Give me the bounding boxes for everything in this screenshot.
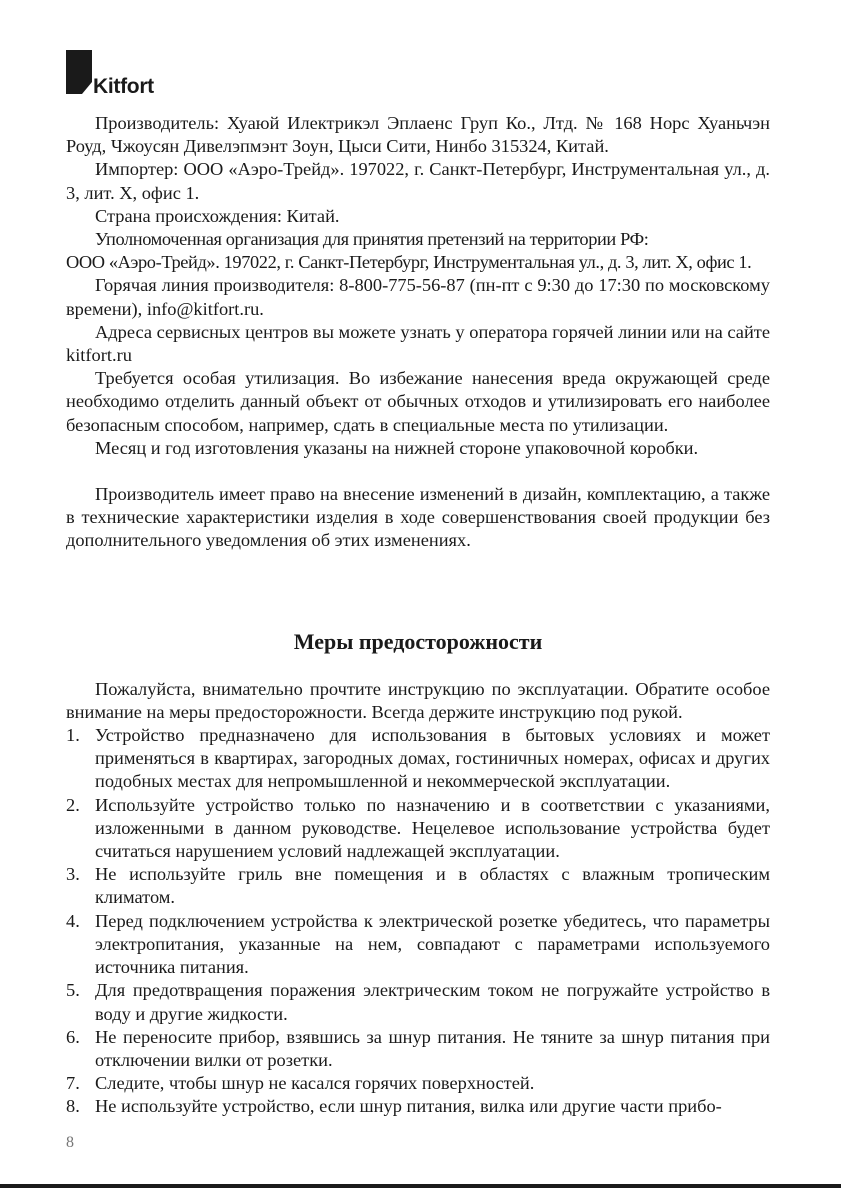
list-item [66, 1072, 770, 1095]
list-item-number: 1. [66, 725, 80, 746]
claims-org-paragraph: ООО «Аэро-Трейд». 197022, г. Санкт-Петербург, Инструментальная ул., д. 3, лит. Х, офис 1. [66, 252, 752, 273]
list-item [66, 863, 770, 909]
list-item-number: 2. [66, 794, 80, 815]
list-item-text: Используйте устройство только по назначению и в соответствии с указаниями, изложенными в данном руководстве. Нецелевое использование устройства будет считаться нарушением условий надлежащей эксплуатации. [95, 794, 770, 862]
manufacture-date-paragraph: Месяц и год изготовления указаны на нижней стороне упаковочной коробки. [95, 437, 699, 458]
list-item-number: 6. [66, 1026, 80, 1047]
page-number: 8 [66, 1134, 74, 1151]
list-item [66, 1026, 770, 1072]
hotline-paragraph: Горячая линия производителя: 8-800-775-56-87 (пн-пт с 9:30 до 17:30 по московскому времени), info@kitfort.ru. [66, 275, 770, 319]
list-item-number: 4. [66, 910, 80, 931]
disposal-paragraph: Требуется особая утилизация. Во избежание нанесения вреда окружающей среде необходимо отделить данный объект от обычных отходов и утилизировать его наиболее безопасным способом, например, сдать в специальные места по утилизации. [66, 368, 770, 435]
kitfort-logo-icon [66, 50, 92, 94]
bottom-rule [0, 1184, 841, 1188]
importer-paragraph: Импортер: ООО «Аэро-Трейд». 197022, г. Санкт-Петербург, Инструментальная ул., д. 3, лит. Х, офис 1. [66, 159, 770, 203]
list-item-number: 5. [66, 980, 80, 1001]
list-item-number: 7. [66, 1073, 80, 1094]
list-item-text: Не переносите прибор, взявшись за шнур питания. Не тяните за шнур питания при отключении вилки от розетки. [95, 1026, 770, 1070]
manufacturer-paragraph: Производитель: Хуаюй Илектрикэл Эплаенс Груп Ко., Лтд. № 168 Норс Хуаньчэн Роуд, Чжоусян Дивелэпмэнт Зоун, Цыси Сити, Нинбо 315324, Китай. [66, 113, 770, 157]
list-item-text: Перед подключением устройства к электрической розетке убедитесь, что параметры электропитания, указанные на нем, совпадают с параметрами используемого источника питания. [95, 910, 770, 978]
list-item [66, 724, 770, 794]
kitfort-logo [66, 50, 196, 100]
section-title: Меры предосторожности [293, 628, 543, 654]
safety-intro-paragraph: Пожалуйста, внимательно прочтите инструкцию по эксплуатации. Обратите особое внимание на меры предосторожности. Всегда держите инструкцию под рукой. [66, 678, 770, 722]
list-item-text: Для предотвращения поражения электрическим током не погружайте устройство в воду и другие жидкости. [95, 980, 770, 1024]
list-item-text: Следите, чтобы шнур не касался горячих поверхностей. [95, 1073, 535, 1094]
list-item [66, 979, 770, 1025]
list-item-text: Устройство предназначено для использования в бытовых условиях и может применяться в квартирах, загородных домах, гостиничных номерах, офисах и других подобных местах для непромышленной и некоммерческой эксплуатации. [95, 725, 770, 792]
safety-list [66, 724, 770, 1118]
list-item-number: 8. [66, 1096, 80, 1117]
page-body [66, 112, 770, 1119]
list-item [66, 1095, 770, 1118]
list-item [66, 794, 770, 864]
origin-paragraph: Страна происхождения: Китай. [95, 205, 340, 226]
list-item [66, 910, 770, 980]
paragraph-gap [66, 460, 770, 483]
list-item-text: Не используйте гриль вне помещения и в областях с влажным тропическим климатом. [95, 864, 770, 908]
list-item-text: Не используйте устройство, если шнур питания, вилка или другие части прибо- [95, 1096, 722, 1117]
list-item-number: 3. [66, 864, 80, 885]
changes-notice-paragraph: Производитель имеет право на внесение изменений в дизайн, комплектацию, а также в технические характеристики изделия в ходе совершенствования своей продукции без дополнительного уведомления об этих изменениях. [66, 484, 770, 551]
claims-org-heading: Уполномоченная организация для принятия претензий на территории РФ: [95, 229, 649, 250]
service-centers-paragraph: Адреса сервисных центров вы можете узнать у оператора горячей линии или на сайте kitfort.ru [66, 321, 770, 366]
brand-name: Kitfort [93, 75, 154, 98]
